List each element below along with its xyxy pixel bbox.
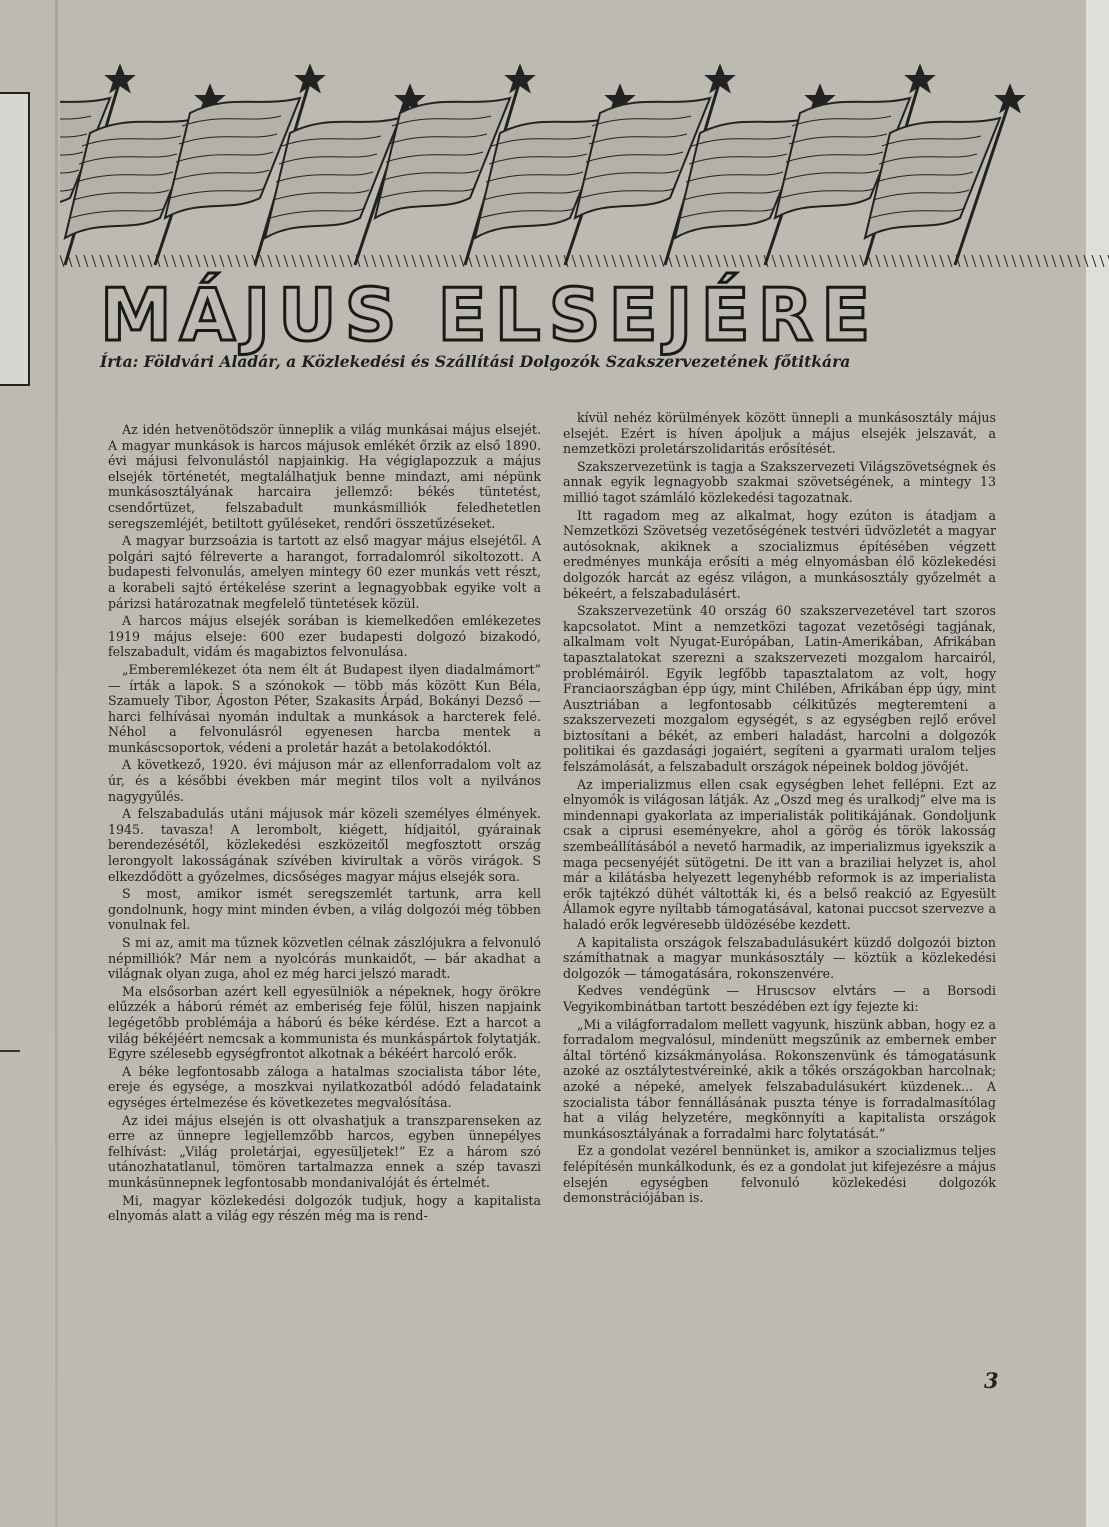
paragraph: A béke legfontosabb záloga a hatalmas szocialista tábor léte, ereje és egysége, a moszkvai nyilatkozatból adódó feladataink egységes értelmezése és következetes megvalósítása. [108, 1063, 541, 1110]
paragraph: A magyar burzsoázia is tartott az első magyar május elsejétől. A polgári sajtó félreverte a harangot, forradalomról sikoltozott. A budapesti felvonulás, amelyen mintegy 60 ezer munkás vett részt, a korabeli sajtó értékelése szerint a legnagyobbak egyike volt a párizsi határozatnak megfelelő tüntetések közül. [108, 533, 541, 611]
paragraph: „Emberemlékezet óta nem élt át Budapest ilyen diadalmámort” — írták a lapok. S a szónokok — több más között Kun Béla, Szamuely Tibor, Ágoston Péter, Szakasits Árpád, Bokányi Dezső — harci felhívásai nyomán indultak a munkások a harcterek felé. Néhol a felvonulásról egyenesen harcba mentek a munkáscsoportok, védeni a proletár hazát a betolakodóktól. [108, 661, 541, 755]
paragraph: S most, amikor ismét seregszemlét tartunk, arra kell gondolnunk, hogy mint minden évben, a világ dolgozói még többen vonulnak fel. [108, 886, 541, 933]
page-number: 3 [984, 1368, 999, 1393]
text-column-right [563, 410, 996, 1208]
previous-page-edge [0, 92, 30, 386]
paragraph: Szakszervezetünk is tagja a Szakszervezeti Világszövetségnek és annak egyik legnagyobb szakmai szövetségének, a mintegy 13 millió tagot számláló közlekedési tagozatnak. [563, 458, 996, 505]
article-title: MÁJUS ELSEJÉRE [100, 273, 879, 357]
paragraph: Szakszervezetünk 40 ország 60 szakszervezetével tart szoros kapcsolatot. Mint a nemzetközi tagozat vezetőségi tagjának, alkalmam volt Nyugat-Európában, Latin-Amerikában, Afrikában tapasztalatokat szerezni a szakszervezeti mozgalom harcairól, problémáiról. Egyik legfőbb tapasztalatom az volt, hogy Franciaországban épp úgy, mint Chilében, Afrikában épp úgy, mint Ausztriában a legfontosabb célkitűzés megteremteni a szakszervezeti mozgalom egységét, s az egységben rejlő erővel biztosítani a békét, az emberi haladást, harcolni a dolgozók politikai és gazdasági jogaiért, segíteni a gyarmati uralom teljes felszámolását, a felszabadult országok népeinek boldog jövőjét. [563, 603, 996, 775]
paragraph: Ez a gondolat vezérel bennünket is, amikor a szocializmus teljes felépítésén munkálkodunk, és ez a gondolat jut kifejezésre a május elsején egységben felvonuló közlekedési dolgozók demonstrációjában is. [563, 1143, 996, 1206]
paragraph: S mi az, amit ma tűznek közvetlen célnak zászlójukra a felvonuló népmilliók? Már nem a nyolcórás munkaidőt, — bár akadhat a világnak olyan zuga, ahol ez még harci jelszó maradt. [108, 935, 541, 982]
paragraph: „Mi a világforradalom mellett vagyunk, hiszünk abban, hogy ez a forradalom megvalósul, mindenütt megszűnik az embernek ember által történő kizsákmányolása. Rokonszenvünk és támogatásunk azoké az osztálytestvéreinké, akik a tőkés országokban harcolnak; azoké a népeké, amelyek felszabadulásukért küzdenek... A szocialista tábor fennállásának puszta ténye is forradalmasítólag hat a világ helyzetére, megkönnyíti a kapitalista országok munkásosztályának a forradalmi harc folytatását.” [563, 1016, 996, 1141]
paragraph: Mi, magyar közlekedési dolgozók tudjuk, hogy a kapitalista elnyomás alatt a világ egy részén még ma is rend- [108, 1192, 541, 1224]
paragraph: A harcos május elsejék sorában is kiemelkedően emlékezetes 1919 május elseje: 600 ezer budapesti dolgozó bizakodó, felszabadult, vidám és magabiztos felvonulása. [108, 613, 541, 660]
paragraph: A következő, 1920. évi májuson már az ellenforradalom volt az úr, és a későbbi években már megint tilos volt a nyilvános nagygyűlés. [108, 757, 541, 804]
paragraph: Az imperializmus ellen csak egységben lehet fellépni. Ezt az elnyomók is világosan látják. Az „Oszd meg és uralkodj” elve ma is mindennapi gyakorlata az imperialisták politikájának. Gondoljunk csak a ciprusi eseményekre, ahol a görög és török lakosság szembeállításából a nevető harmadik, az imperializmus igyekszik a maga pecsenyéjét sütögetni. De itt van a braziliai helyzet is, ahol már a kilátásba helyezett legenyhébb reformok is az imperialista erők tajtékzó dühét váltották ki, és a belső reakció az Egyesült Államok egyre nyíltabb támogatásával, katonai puccsot szervezve a haladó erők legvéresebb üldözésébe kezdett. [563, 776, 996, 932]
paragraph: A kapitalista országok felszabadulásukért küzdő dolgozói bizton számíthatnak a magyar munkásosztály — köztük a közlekedési dolgozók — támogatására, rokonszenvére. [563, 934, 996, 981]
text-column-left [108, 422, 541, 1226]
paragraph: A felszabadulás utáni májusok már közeli személyes élmények. 1945. tavasza! A lerombolt, kiégett, hídjaitól, gyárainak berendezésétől, közlekedési eszközeitől megfosztott ország lerongyolt lakosságának szívében kivirultak a vörös virágok. S elkezdődött a győzelmes, dicsőséges magyar május elsejék sora. [108, 806, 541, 884]
flags-illustration [60, 55, 1109, 270]
page-fold [55, 0, 58, 1527]
paragraph: Kedves vendégünk — Hruscsov elvtárs — a Borsodi Vegyikombinátban tartott beszédében ezt így fejezte ki: [563, 983, 996, 1014]
article-byline: Írta: Földvári Aladár, a Közlekedési és Szállítási Dolgozók Szakszervezetének főtitkára [100, 352, 851, 371]
paragraph: Itt ragadom meg az alkalmat, hogy ezúton is átadjam a Nemzetközi Szövetség vezetőségének testvéri üdvözletét a magyar autósoknak, akiknek a szocializmus építésében végzett eredményes munkája erősíti a még elnyomásban élő közlekedési dolgozók harcát az egész világon, a munkásosztály győzelmét a békeért, a felszabadulásért. [563, 507, 996, 601]
paragraph: Az idén hetvenötödször ünneplik a világ munkásai május elsejét. A magyar munkások is harcos májusok emlékét őrzik az első 1890. évi májusi felvonulástól napjainkig. Ha végiglapozzuk a május elsejék történetét, megtalálhatjuk benne mindazt, ami népünk munkásosztályának harcaira jellemző: békés tüntetést, csendőrtüzet, felszabadult munkásmilliók feledhetetlen seregszemléjét, betiltott gyűléseket, rendőri összetűzéseket. [108, 422, 541, 531]
paragraph: kívül nehéz körülmények között ünnepli a munkásosztály május elsejét. Ezért is híven ápoljuk a május elsejék jelszavát, a nemzetközi proletárszolidaritás erősítését. [563, 410, 996, 457]
paragraph: Az idei május elsején is ott olvashatjuk a transzparenseken az erre az ünnepre legjellemzőbb harcos, egyben ünnepélyes felhívást: „Világ proletárjai, egyesüljetek!” Ez a három szó utánozhatatlanul, tömören tartalmazza ennek a szép tavaszi munkásünnepnek legfontosabb mondanivalóját és értelmét. [108, 1112, 541, 1190]
edge-mark [0, 1050, 20, 1052]
paragraph: Ma elsősorban azért kell egyesülniök a népeknek, hogy örökre elűzzék a háború rémét az emberiség feje fölül, hiszen napjaink legégetőbb problémája a háború és béke kérdése. Ezt a harcot a világ békéjéért nemcsak a kommunista és munkáspártok folytatják. Egyre szélesebb egységfrontot alkotnak a békéért harcoló erők. [108, 983, 541, 1062]
